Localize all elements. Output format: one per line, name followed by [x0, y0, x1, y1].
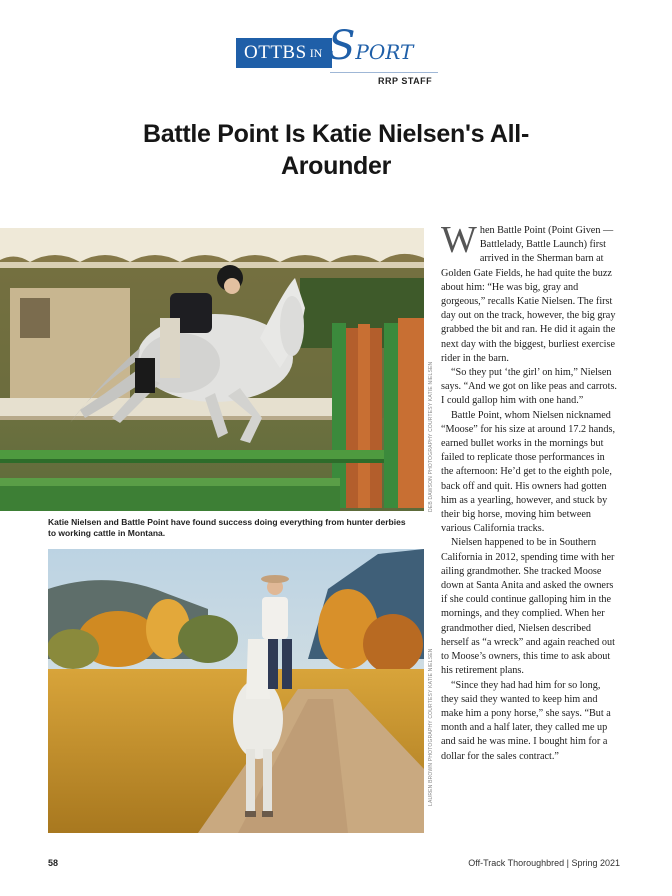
- logo-ottbs: OTTBS: [244, 42, 307, 63]
- article-paragraph: Nielsen happened to be in Southern California in 2012, spending time with her ailing grandmother. She tracked Moose down at Santa Anita and asked the owners if she could continue galloping him in the mornings, and they complied. When her grandmother died, Nielsen described herself as “a wreck” and again reached out to Moose’s owners, this time to ask about his retirement plans.: [441, 537, 615, 677]
- photo-credit-1: DEB DAWSON PHOTOGRAPHY COURTESY KATIE NIELSEN: [428, 361, 434, 512]
- article-title: Battle Point Is Katie Nielsen's All-Arounder: [143, 120, 529, 180]
- byline: RRP STAFF: [378, 76, 433, 86]
- logo-sport: [328, 23, 414, 69]
- logo-divider: [330, 72, 438, 73]
- logo-sport-rest: PORT: [355, 40, 414, 64]
- page-number: 58: [48, 858, 59, 868]
- logo-in: IN: [309, 45, 323, 60]
- paragraph-text: hen Battle Point (Point Given — Battlelady, Battle Launch) first arrived in the Sherman barn at Golden Gate Fields, he had quite the buzz about him: “He was big, gray and gorgeous,” recalls Katie Nielsen. The first day out on the track, however, the big gray grabbed the bit and ran. He did it again the next day with the biggest, burliest exercise rider in the barn.: [441, 225, 616, 364]
- photo-trail-ride: [48, 549, 424, 833]
- dropcap: W: [441, 219, 477, 261]
- article-paragraph: “Since they had had him for so long, they said they wanted to keep him and make him a pony horse,” she says. “But a month and a half later, they called me up and said he was mine. I bought him for a dollar for the sales contract.”: [441, 679, 611, 762]
- trail-ride-illustration: [48, 549, 424, 833]
- jumping-horse-illustration: [0, 228, 424, 511]
- section-logo: [236, 23, 430, 69]
- article-paragraph: “So they put ‘the girl’ on him,” Nielsen says. “And we got on like peas and carrots. I could gallop him with one hand.”: [441, 367, 617, 407]
- photo-caption: Katie Nielsen and Battle Point have found success doing everything from hunter derbies to working cattle in Montana.: [48, 517, 406, 538]
- article-body: [441, 219, 619, 764]
- publication-footer: Off-Track Thoroughbred | Spring 2021: [468, 858, 620, 868]
- photo-credit-2: LAUREN BROWN PHOTOGRAPHY COURTESY KATIE NIELSEN: [428, 648, 434, 806]
- article-paragraph: [441, 219, 619, 366]
- logo-sport-initial: S: [328, 23, 356, 69]
- article-paragraph: Battle Point, whom Nielsen nicknamed “Moose” for his size at around 17.2 hands, earned bullet works in the mornings but failed to replicate those performances in the afternoon: He’d get to the eighth pole, back off and quit. His owners had gotten him as a yearling, however, and stuck by their big horse, moving him between various California tracks.: [441, 409, 615, 535]
- photo-jumping: [0, 228, 424, 511]
